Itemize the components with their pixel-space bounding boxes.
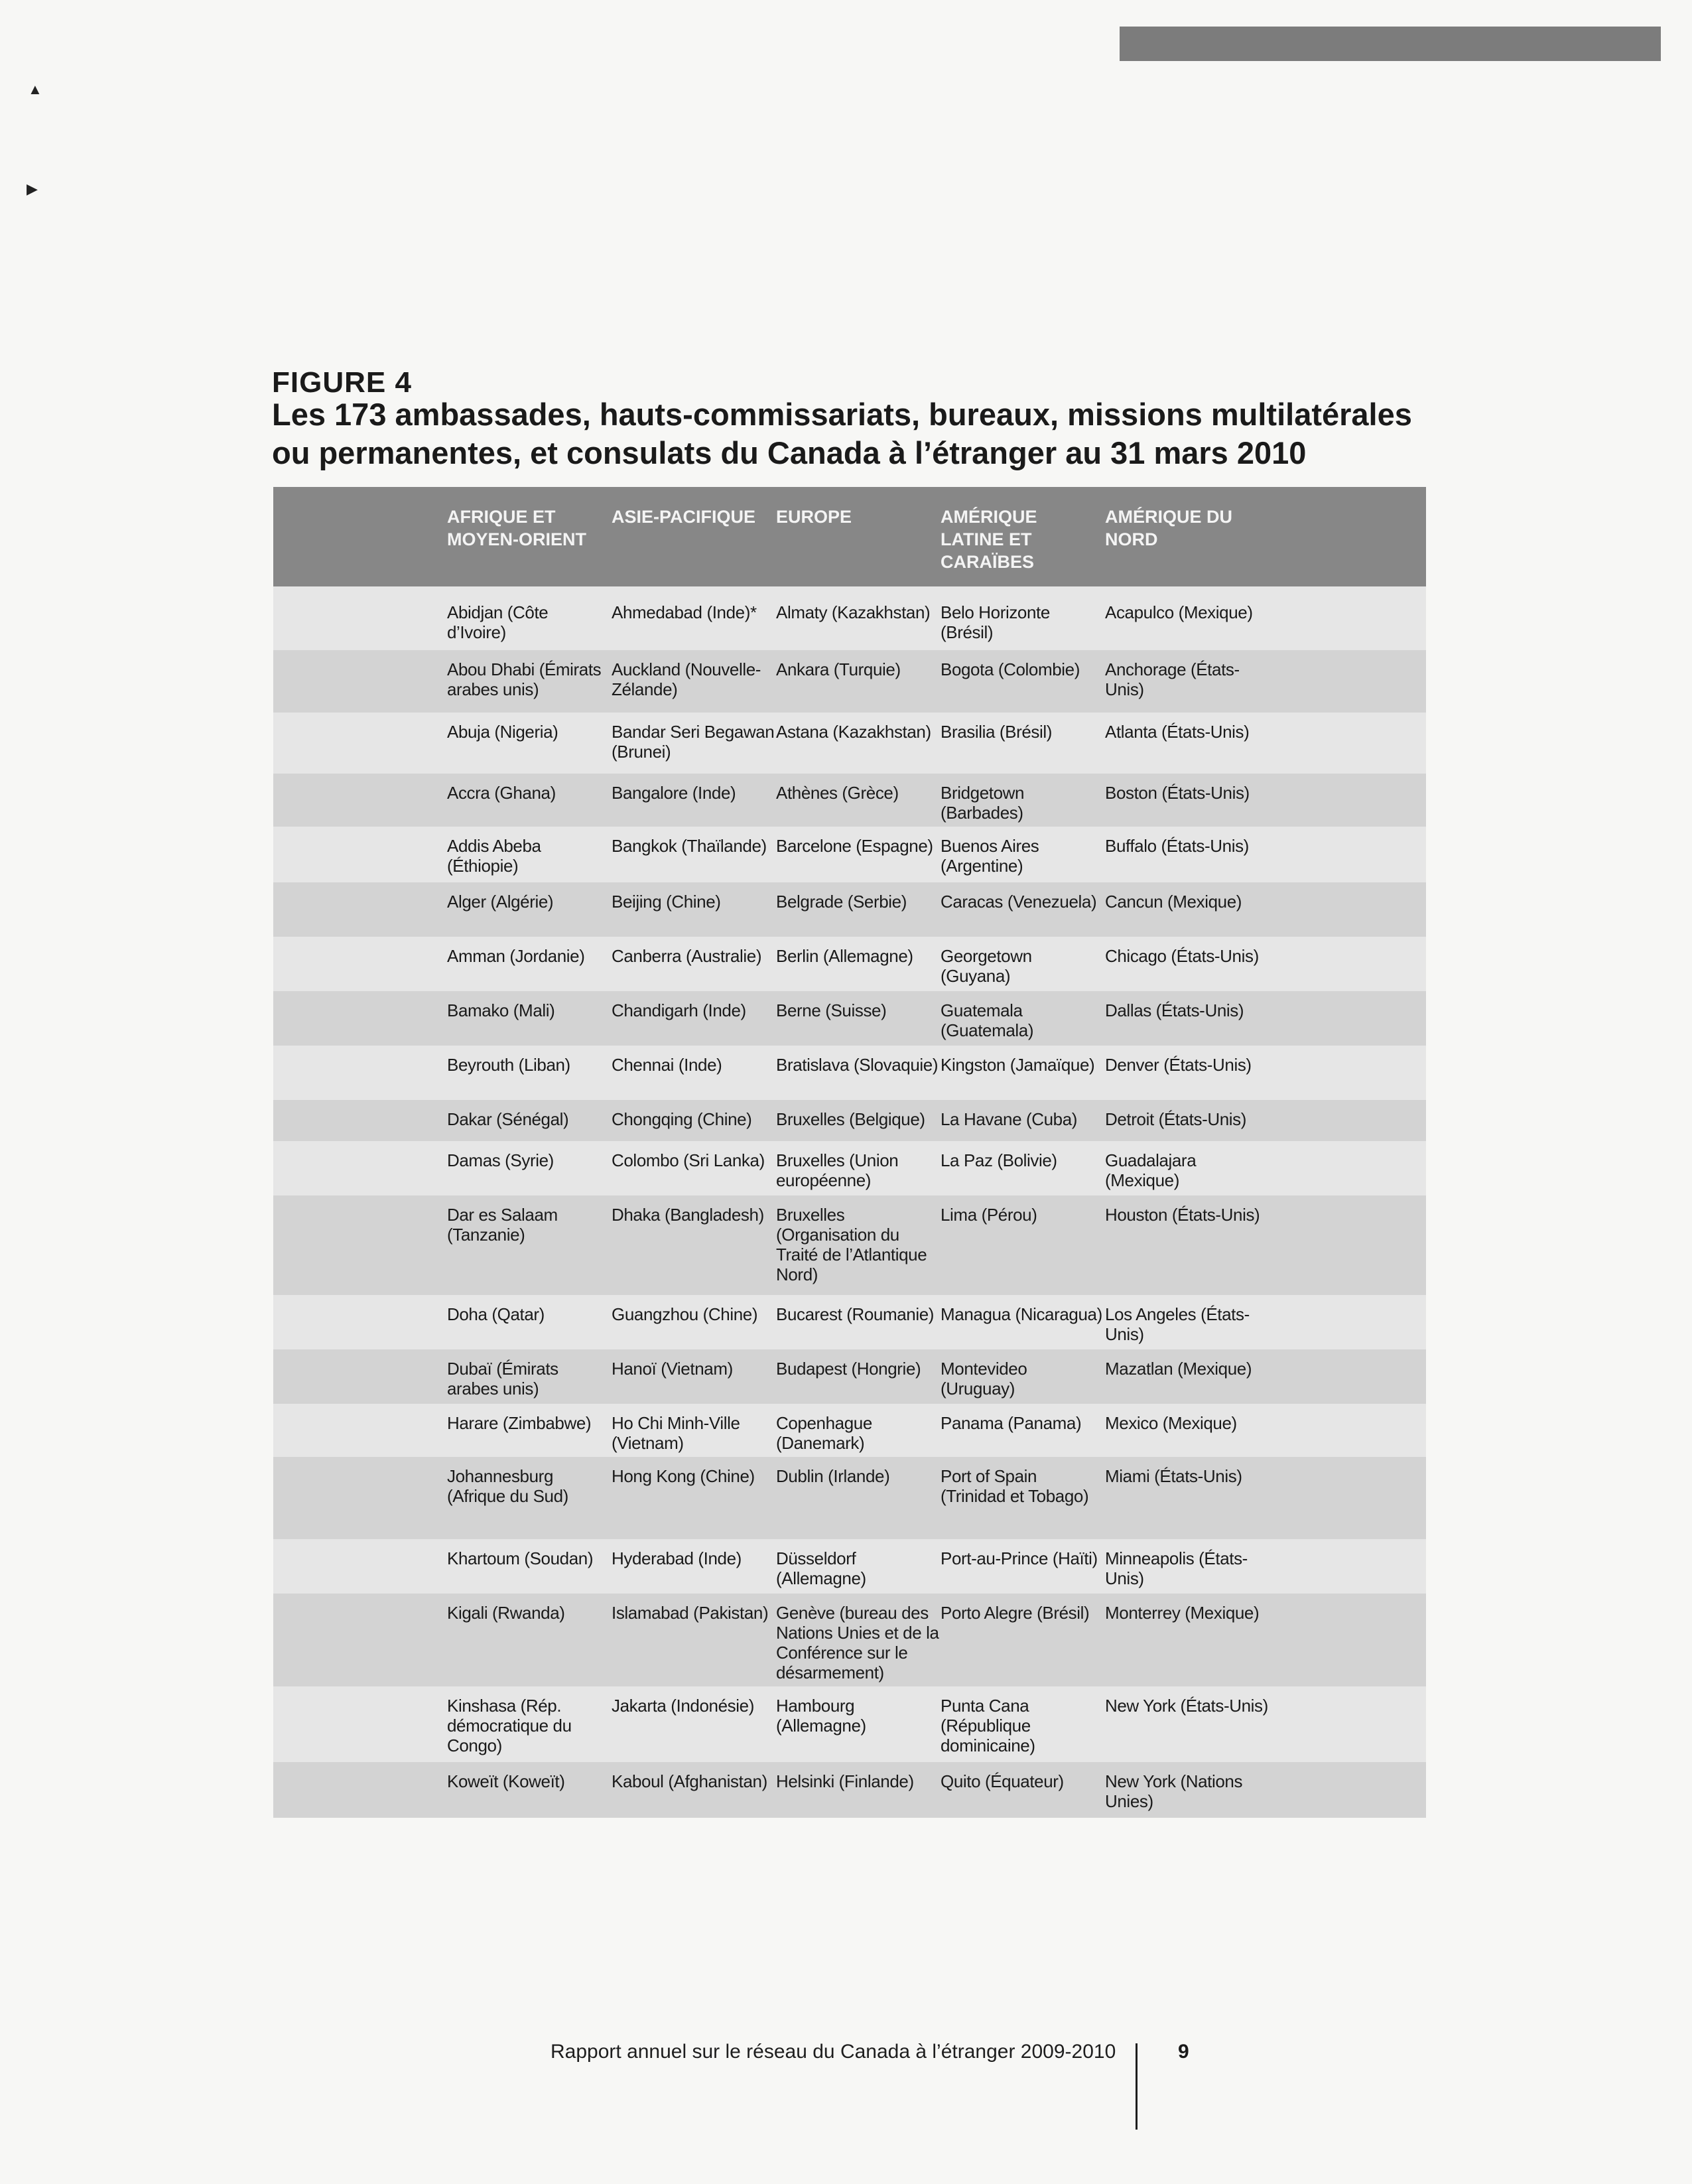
- table-row: [273, 937, 1426, 991]
- table-row: [273, 1195, 1426, 1295]
- column-header-europe: EUROPE: [776, 507, 852, 527]
- table-cell: Copenhague (Danemark): [776, 1413, 872, 1453]
- table-cell: Punta Cana (République dominicaine): [941, 1696, 1035, 1755]
- table-cell: Hyderabad (Inde): [612, 1548, 742, 1568]
- table-cell: Belo Horizonte (Brésil): [941, 602, 1050, 642]
- table-cell: Helsinki (Finlande): [776, 1771, 914, 1791]
- table-cell: Addis Abeba (Éthiopie): [447, 836, 541, 876]
- table-cell: Dar es Salaam (Tanzanie): [447, 1205, 558, 1245]
- table-cell: Jakarta (Indonésie): [612, 1696, 754, 1716]
- table-row: [273, 1404, 1426, 1457]
- table-cell: Chicago (États-Unis): [1105, 946, 1259, 966]
- table-cell: Hambourg (Allemagne): [776, 1696, 866, 1736]
- table-row: [273, 1141, 1426, 1195]
- table-row: [273, 1457, 1426, 1539]
- table-cell: Almaty (Kazakhstan): [776, 602, 931, 622]
- table-row: [273, 827, 1426, 882]
- table-cell: Brasilia (Brésil): [941, 722, 1053, 742]
- table-cell: Los Angeles (États-Unis): [1105, 1304, 1250, 1344]
- table-cell: Colombo (Sri Lanka): [612, 1150, 765, 1170]
- table-cell: Bratislava (Slovaquie): [776, 1055, 939, 1075]
- footer-text: Rapport annuel sur le réseau du Canada à l’étranger 2009-2010: [551, 2041, 1116, 2063]
- table-cell: Genève (bureau des Nations Unies et de la Conférence sur le désarmement): [776, 1603, 939, 1682]
- table-cell: Auckland (Nouvelle-Zélande): [612, 659, 761, 699]
- table-cell: Khartoum (Soudan): [447, 1548, 594, 1568]
- table-cell: Ahmedabad (Inde)*: [612, 602, 757, 622]
- table-row: [273, 1295, 1426, 1349]
- table-cell: Damas (Syrie): [447, 1150, 554, 1170]
- scan-mark: ▲: [28, 81, 42, 98]
- table-cell: Port-au-Prince (Haïti): [941, 1548, 1098, 1568]
- table-cell: Dallas (États-Unis): [1105, 1000, 1244, 1020]
- column-header-asie: ASIE-PACIFIQUE: [612, 507, 756, 527]
- table-cell: Beijing (Chine): [612, 892, 721, 912]
- table-cell: Porto Alegre (Brésil): [941, 1603, 1090, 1623]
- table-cell: La Havane (Cuba): [941, 1109, 1078, 1129]
- table-cell: Johannesburg (Afrique du Sud): [447, 1466, 568, 1506]
- table-cell: Astana (Kazakhstan): [776, 722, 931, 742]
- column-header-afrique: AFRIQUE ET MOYEN-ORIENT: [447, 507, 587, 549]
- page-number: 9: [1178, 2041, 1189, 2063]
- table-cell: Guadalajara (Mexique): [1105, 1150, 1197, 1190]
- table-cell: Chennai (Inde): [612, 1055, 722, 1075]
- table-cell: Athènes (Grèce): [776, 783, 899, 803]
- table-cell: Hanoï (Vietnam): [612, 1359, 733, 1379]
- table-cell: Bucarest (Roumanie): [776, 1304, 935, 1324]
- table-row: [273, 1594, 1426, 1686]
- table-row: [273, 713, 1426, 774]
- table-cell: Islamabad (Pakistan): [612, 1603, 769, 1623]
- table-cell: Amman (Jordanie): [447, 946, 585, 966]
- table-cell: Mazatlan (Mexique): [1105, 1359, 1252, 1379]
- table-cell: Denver (États-Unis): [1105, 1055, 1252, 1075]
- table-row: [273, 774, 1426, 827]
- table-cell: New York (États-Unis): [1105, 1696, 1268, 1716]
- table-cell: Doha (Qatar): [447, 1304, 545, 1324]
- footer-divider: [1136, 2043, 1138, 2130]
- table-cell: Ho Chi Minh-Ville (Vietnam): [612, 1413, 740, 1453]
- table-cell: Bangalore (Inde): [612, 783, 736, 803]
- table-cell: Bruxelles (Union européenne): [776, 1150, 899, 1190]
- table-cell: Quito (Équateur): [941, 1771, 1064, 1791]
- table-cell: Berlin (Allemagne): [776, 946, 913, 966]
- table-cell: Kigali (Rwanda): [447, 1603, 565, 1623]
- table-cell: Boston (États-Unis): [1105, 783, 1250, 803]
- table-header: [273, 487, 1426, 586]
- table-cell: Alger (Algérie): [447, 892, 554, 912]
- table-row: [273, 1046, 1426, 1100]
- table-row: [273, 1539, 1426, 1594]
- table-cell: Kinshasa (Rép. démocratique du Congo): [447, 1696, 572, 1755]
- table-cell: Monterrey (Mexique): [1105, 1603, 1260, 1623]
- table-cell: Harare (Zimbabwe): [447, 1413, 592, 1433]
- table-cell: Houston (États-Unis): [1105, 1205, 1260, 1225]
- table-row: [273, 1762, 1426, 1818]
- table-cell: Panama (Panama): [941, 1413, 1082, 1433]
- table-row: [273, 650, 1426, 713]
- table-cell: Chongqing (Chine): [612, 1109, 752, 1129]
- table-cell: Belgrade (Serbie): [776, 892, 907, 912]
- table-cell: Düsseldorf (Allemagne): [776, 1548, 866, 1588]
- table-cell: Chandigarh (Inde): [612, 1000, 746, 1020]
- table-cell: Montevideo (Uruguay): [941, 1359, 1027, 1399]
- table-cell: Lima (Pérou): [941, 1205, 1037, 1225]
- table-cell: Abou Dhabi (Émirats arabes unis): [447, 659, 602, 699]
- table-cell: Accra (Ghana): [447, 783, 556, 803]
- table-cell: Hong Kong (Chine): [612, 1466, 755, 1486]
- table-cell: Bamako (Mali): [447, 1000, 555, 1020]
- table-cell: Acapulco (Mexique): [1105, 602, 1253, 622]
- figure-label: FIGURE 4: [272, 366, 412, 399]
- table-cell: Mexico (Mexique): [1105, 1413, 1237, 1433]
- table-cell: Canberra (Australie): [612, 946, 762, 966]
- header-bar: [1120, 27, 1661, 61]
- table-row: [273, 1349, 1426, 1404]
- table-cell: Dubaï (Émirats arabes unis): [447, 1359, 558, 1399]
- table-cell: Bangkok (Thaïlande): [612, 836, 767, 856]
- table-row: [273, 991, 1426, 1046]
- table-cell: Miami (États-Unis): [1105, 1466, 1242, 1486]
- column-header-amerique-nord: AMÉRIQUE DU NORD: [1105, 507, 1233, 549]
- table-cell: Abuja (Nigeria): [447, 722, 558, 742]
- table-cell: Caracas (Venezuela): [941, 892, 1097, 912]
- figure-title: Les 173 ambassades, hauts-commissariats, bureaux, missions multilatérales ou permanentes, et consulats du Canada à l’étranger au 31 mars 2010: [272, 397, 1412, 470]
- table-row: [273, 1686, 1426, 1762]
- table-cell: Minneapolis (États-Unis): [1105, 1548, 1248, 1588]
- table-cell: Berne (Suisse): [776, 1000, 887, 1020]
- table-cell: Koweït (Koweït): [447, 1771, 565, 1791]
- table-cell: Buenos Aires (Argentine): [941, 836, 1039, 876]
- table-cell: La Paz (Bolivie): [941, 1150, 1057, 1170]
- table-cell: Guatemala (Guatemala): [941, 1000, 1034, 1040]
- table-cell: Bogota (Colombie): [941, 659, 1080, 679]
- table-cell: Anchorage (États-Unis): [1105, 659, 1240, 699]
- table-cell: Ankara (Turquie): [776, 659, 901, 679]
- table-cell: Beyrouth (Liban): [447, 1055, 570, 1075]
- table-row: [273, 1100, 1426, 1141]
- table-cell: Barcelone (Espagne): [776, 836, 933, 856]
- table-cell: Managua (Nicaragua): [941, 1304, 1102, 1324]
- table-cell: Bruxelles (Organisation du Traité de l’Atlantique Nord): [776, 1205, 927, 1284]
- table-cell: Budapest (Hongrie): [776, 1359, 921, 1379]
- table-cell: Dhaka (Bangladesh): [612, 1205, 764, 1225]
- table-cell: Guangzhou (Chine): [612, 1304, 758, 1324]
- table-cell: New York (Nations Unies): [1105, 1771, 1243, 1811]
- table-cell: Kingston (Jamaïque): [941, 1055, 1095, 1075]
- table-row: [273, 882, 1426, 937]
- table-cell: Atlanta (États-Unis): [1105, 722, 1250, 742]
- scan-mark: ▶: [27, 180, 38, 197]
- table-cell: Dakar (Sénégal): [447, 1109, 569, 1129]
- table-cell: Port of Spain (Trinidad et Tobago): [941, 1466, 1089, 1506]
- missions-table: [273, 487, 1426, 1818]
- table-cell: Bridgetown (Barbades): [941, 783, 1025, 823]
- column-header-amerique-latine: AMÉRIQUE LATINE ET CARAÏBES: [941, 507, 1037, 572]
- table-cell: Abidjan (Côte d’Ivoire): [447, 602, 549, 642]
- table-cell: Detroit (États-Unis): [1105, 1109, 1247, 1129]
- table-cell: Kaboul (Afghanistan): [612, 1771, 767, 1791]
- table-cell: Cancun (Mexique): [1105, 892, 1242, 912]
- table-cell: Georgetown (Guyana): [941, 946, 1032, 986]
- table-cell: Bruxelles (Belgique): [776, 1109, 925, 1129]
- table-cell: Dublin (Irlande): [776, 1466, 890, 1486]
- table-row: [273, 593, 1426, 650]
- table-cell: Bandar Seri Begawan (Brunei): [612, 722, 775, 762]
- table-cell: Buffalo (États-Unis): [1105, 836, 1249, 856]
